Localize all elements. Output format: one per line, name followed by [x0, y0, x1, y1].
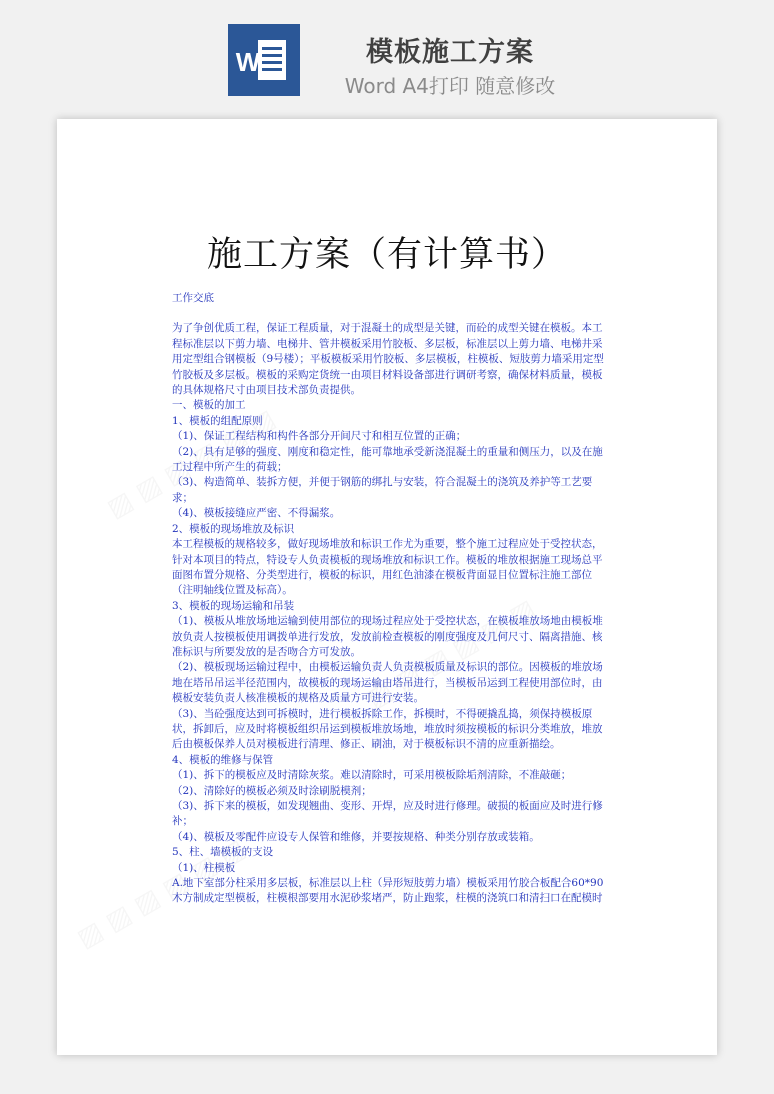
paragraph: A.地下室部分柱采用多层板，标准层以上柱（异形短肢剪力墙）模板采用竹胶合板配合60*90木方制成定型模板，柱模根部要用水泥砂浆堵严，防止跑浆，柱模的浇筑口和清扫口在配模时	[172, 877, 604, 905]
document-page	[57, 119, 717, 1055]
list-item: （1)、模板从堆放场地运输到使用部位的现场过程应处于受控状态，在模板堆放场地由模板堆放负责人按模板使用调拨单进行发放，发放前检查模板的刚度强度及几何尺寸、隔离措施、核准标识与所要发放的是否吻合方可发放。	[172, 615, 603, 658]
list-item: （4)、模板接缝应严密、不得漏浆。	[172, 507, 341, 520]
subheading: 3、模板的现场运输和吊装	[172, 599, 295, 612]
list-item: （2)、清除好的模板必须及时涂刷脱模剂；	[172, 784, 372, 797]
document-title: 施工方案（有计算书）	[206, 235, 567, 275]
list-item: （1)、拆下的模板应及时清除灰浆。难以清除时，可采用模板除垢剂清除，不准敲砸；	[172, 769, 572, 782]
word-icon-letter: W	[235, 47, 261, 77]
subheading: 1、模板的组配原则	[172, 414, 263, 427]
list-item: （2)、具有足够的强度、刚度和稳定性，能可靠地承受新浇混凝土的重量和侧压力，以及在施工过程中所产生的荷载；	[172, 445, 603, 474]
paragraph: 为了争创优质工程，保证工程质量，对于混凝土的成型是关键，而砼的成型关键在模板。本工程标准层以下剪力墙、电梯井、管井模板采用竹胶板、多层板，标准层以上剪力墙、电梯井采用定型组合钢模板（9号楼）；平板模板采用竹胶板、多层模板，柱模板、短肢剪力墙采用定型竹胶板及多层板。模板的采购定货统一由项目材料设备部进行调研考察，确保材料质量，模板的具体规格尺寸由项目技术部负责提供。	[172, 322, 604, 397]
list-item: （3)、构造简单、装拆方便，并便于钢筋的绑扎与安装，符合混凝土的浇筑及养护等工艺要求；	[172, 476, 593, 504]
list-item: （3)、拆下来的模板，如发现翘曲、变形、开焊，应及时进行修理。破损的板面应及时进行修补；	[172, 800, 603, 828]
banner-title: 模板施工方案	[366, 37, 534, 68]
subheading: 4、模板的维修与保管	[172, 753, 274, 766]
list-item: （1)、保证工程结构和构件各部分开间尺寸和相互位置的正确；	[172, 430, 467, 443]
paragraph: 本工程模板的规格较多，做好现场堆放和标识工作尤为重要，整个施工过程应处于受控状态，针对本项目的特点，特设专人负责模板的现场堆放和标识工作。模板的堆放根据施工现场总平面图布置分规格、分类型进行，模板的标识，用红色油漆在模板背面显目位置标注施工部位（注明轴线位置及标高）。	[172, 538, 603, 597]
word-doc-icon	[228, 24, 300, 96]
header-banner	[0, 0, 774, 112]
list-item: （1)、柱模板	[172, 861, 236, 874]
list-item: （3)、当砼强度达到可拆模时，进行模板拆除工作，拆模时，不得硬撬乱捣，须保持模板原状，拆卸后，应及时将模板组织吊运到模板堆放场地，堆放时须按模板的标识分类堆放，堆放后由模板保养人员对模板进行清理、修正、刷油，对于模板标识不清的应重新描绘。	[172, 707, 603, 751]
document-body	[172, 291, 604, 907]
list-item: （2)、模板现场运输过程中，由模板运输负责人负责模板质量及标识的部位。因模板的堆放场地在塔吊吊运半径范围内，故模板的现场运输由塔吊进行，当模板吊运到工程使用部位时，由模板安装负责人核准模板的规格及质量方可进行安装。	[172, 661, 603, 705]
subheading: 2、模板的现场堆放及标识	[172, 522, 295, 535]
banner-subtitle: Word A4打印 随意修改	[344, 74, 556, 98]
subheading: 5、柱、墙模板的支设	[172, 846, 274, 859]
section-label: 工作交底	[172, 292, 214, 304]
heading: 一、模板的加工	[172, 399, 246, 412]
list-item: （4)、模板及零配件应设专人保管和维修，并要按规格、种类分别存放或装箱。	[172, 830, 540, 843]
